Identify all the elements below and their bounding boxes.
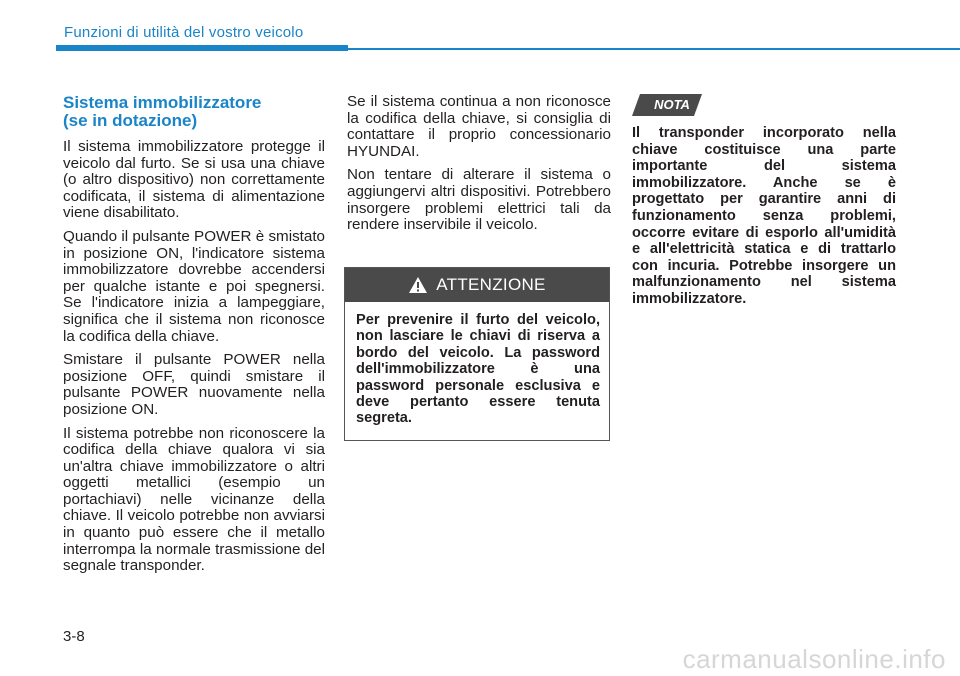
section-title-line1: Sistema immobilizzatore: [63, 93, 262, 112]
paragraph: Smistare il pulsante POWER nella posizione OFF, quindi smistare il pulsante POWER nuovamente nella posizione ON.: [63, 351, 325, 418]
warning-text: Per prevenire il furto del veicolo, non lasciare le chiavi di riserva a bordo del veicolo. La password dell'immobilizzatore è una password personale esclusiva e deve pertanto essere tenuta segreta.: [356, 312, 600, 427]
warning-header: [345, 268, 609, 302]
column-middle: [347, 94, 611, 241]
warning-box: [344, 267, 610, 441]
header-rule-thick: [56, 45, 348, 51]
nota-label: NOTA: [654, 97, 690, 112]
warning-triangle-icon: [408, 276, 428, 294]
page-number: 3-8: [63, 628, 85, 645]
page-header-title: Funzioni di utilità del vostro veicolo: [64, 24, 304, 41]
paragraph: Il sistema immobilizzatore protegge il veicolo dal furto. Se si usa una chiave (o altro dispositivo) non correttamente codificata, il sistema di alimentazione viene disabilitato.: [63, 138, 325, 222]
paragraph: Il sistema potrebbe non riconoscere la codifica della chiave qualora vi sia un'altra chiave immobilizzatore o altri oggetti metallici (esempio un portachiavi) nelle vicinanze della chiave. Il veicolo potrebbe non avviarsi in quanto può essere che il metallo interrompa la normale trasmissione del segnale transponder.: [63, 424, 325, 575]
nota-text: Il transponder incorporato nella chiave costituisce una parte importante del sistema immobilizzatore. Anche se è progettato per garantire anni di funzionamento senza problemi, occorre evitare di esporlo all'umidità e all'elettricità statica e di trattarlo con incuria. Potrebbe insorgere un malfunzionamento nel sistema immobilizzatore.: [632, 125, 896, 307]
watermark: carmanualsonline.info: [682, 644, 946, 674]
warning-title: ATTENZIONE: [436, 275, 546, 294]
paragraph: Non tentare di alterare il sistema o aggiungervi altri dispositivi. Potrebbero insorgere problemi elettrici tali da rendere inservibile il veicolo.: [347, 166, 611, 234]
section-title: [63, 94, 325, 130]
section-title-line2: (se in dotazione): [63, 111, 198, 130]
paragraph: Se il sistema continua a non riconosce la codifica della chiave, si consiglia di contattare il proprio concessionario HYUNDAI.: [347, 93, 611, 160]
paragraph: Quando il pulsante POWER è smistato in posizione ON, l'indicatore sistema immobilizzatore dovrebbe accendersi per qualche istante e poi spegnersi. Se l'indicatore inizia a lampeggiare, significa che il sistema non riconosce la codifica della chiave.: [63, 227, 325, 345]
column-left: [63, 94, 325, 582]
header-rule-thin: [348, 48, 960, 50]
